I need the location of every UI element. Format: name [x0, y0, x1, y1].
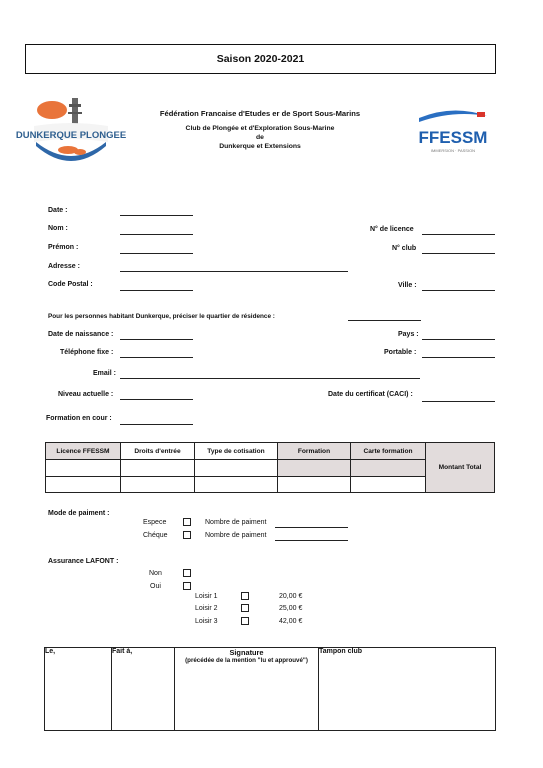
loisir-3-price: 42,00 €	[279, 618, 303, 625]
cotisation-table	[45, 442, 495, 493]
header-droits: Droits d'entrée	[121, 443, 195, 460]
nom-field[interactable]	[120, 234, 193, 235]
le-label: Le,	[45, 648, 56, 655]
season-title: Saison 2020-2021	[25, 44, 496, 74]
payment-title: Mode de paiment :	[48, 510, 110, 517]
quartier-field[interactable]	[348, 320, 421, 321]
prenom-label: Prémon :	[48, 244, 79, 251]
certificat-label: Date du certificat (CACI) :	[328, 391, 413, 398]
signature-mention: (précédée de la mention "lu et approuvé")	[185, 657, 308, 664]
loisir-3-label: Loisir 3	[195, 618, 218, 625]
pays-label: Pays :	[398, 331, 419, 338]
nom-label: Nom :	[48, 225, 68, 232]
header-carte: Carte formation	[351, 443, 426, 460]
club-number-label: N° club	[392, 245, 417, 252]
adresse-field[interactable]	[120, 271, 348, 272]
email-field[interactable]	[120, 378, 420, 379]
naissance-label: Date de naissance :	[48, 331, 114, 338]
assurance-title: Assurance LAFONT :	[48, 558, 119, 565]
date-field[interactable]	[120, 215, 193, 216]
formation-label: Formation en cour :	[46, 415, 112, 422]
niveau-field[interactable]	[120, 399, 193, 400]
ville-field[interactable]	[422, 290, 495, 291]
club-line-3: Dunkerque et Extensions	[219, 143, 301, 150]
cell-licence-2[interactable]	[46, 477, 121, 493]
espece-checkbox[interactable]	[183, 518, 191, 526]
loisir-1-label: Loisir 1	[195, 593, 218, 600]
telephone-label: Téléphone fixe :	[60, 349, 114, 356]
club-line-2: de	[256, 134, 264, 141]
loisir-1-price: 20,00 €	[279, 593, 303, 600]
ville-label: Ville :	[398, 282, 417, 289]
dunkerque-note: Pour les personnes habitant Dunkerque, préciser le quartier de résidence :	[48, 313, 275, 320]
nombre-field-1[interactable]	[275, 527, 348, 528]
oui-checkbox[interactable]	[183, 582, 191, 590]
logo-left-text: DUNKERQUE PLONGEE	[15, 130, 127, 141]
tampon-label: Tampon club	[319, 648, 363, 655]
signature-table	[44, 647, 496, 731]
non-label: Non	[149, 570, 162, 577]
header-formation: Formation	[278, 443, 351, 460]
federation-title: Fédération Francaise d'Etudes er de Sport Sous-Marins	[159, 109, 361, 118]
telephone-field[interactable]	[120, 357, 193, 358]
le-cell[interactable]	[45, 648, 112, 731]
adresse-label: Adresse :	[48, 263, 80, 270]
licence-label: N° de licence	[370, 226, 414, 233]
espece-label: Espece	[143, 519, 167, 526]
loisir-2-price: 25,00 €	[279, 605, 303, 612]
formation-field[interactable]	[120, 424, 193, 425]
fait-cell[interactable]	[112, 648, 175, 731]
code-postal-label: Code Postal :	[48, 281, 93, 288]
nombre-label-2: Nombre de paiment	[205, 532, 267, 539]
nombre-label-1: Nombre de paiment	[205, 519, 267, 526]
signature-label: Signature	[229, 648, 264, 657]
ffessm-logo	[415, 106, 491, 158]
naissance-field[interactable]	[120, 339, 193, 340]
club-line-1: Club de Plongée et d'Exploration Sous-Marine	[185, 125, 335, 132]
date-label: Date :	[48, 207, 68, 214]
cell-formation-1[interactable]	[278, 460, 351, 477]
cheque-checkbox[interactable]	[183, 531, 191, 539]
fait-label: Fait à,	[112, 648, 133, 655]
club-number-field[interactable]	[422, 253, 495, 254]
cell-carte-2[interactable]	[351, 477, 426, 493]
dunkerque-plongee-logo	[15, 96, 127, 168]
logo-right-sub: IMMERSION · PASSION	[430, 148, 476, 153]
cell-cotisation-1[interactable]	[195, 460, 278, 477]
cell-cotisation-2[interactable]	[195, 477, 278, 493]
header-cotisation: Type de cotisation	[195, 443, 278, 460]
cheque-label: Chéque	[143, 532, 168, 539]
loisir-2-checkbox[interactable]	[241, 604, 249, 612]
cell-licence-1[interactable]	[46, 460, 121, 477]
certificat-field[interactable]	[422, 401, 495, 402]
portable-field[interactable]	[422, 357, 495, 358]
loisir-2-label: Loisir 2	[195, 605, 218, 612]
loisir-1-checkbox[interactable]	[241, 592, 249, 600]
logo-right-text: FFESSM	[418, 128, 488, 147]
header-montant: Montant Total	[426, 443, 495, 493]
niveau-label: Niveau actuelle :	[58, 391, 114, 398]
cell-carte-1[interactable]	[351, 460, 426, 477]
cell-formation-2[interactable]	[278, 477, 351, 493]
cell-droits-1[interactable]	[121, 460, 195, 477]
signature-cell[interactable]	[175, 648, 319, 731]
pays-field[interactable]	[422, 339, 495, 340]
portable-label: Portable :	[384, 349, 417, 356]
licence-field[interactable]	[422, 234, 495, 235]
code-postal-field[interactable]	[120, 290, 193, 291]
oui-label: Oui	[150, 583, 161, 590]
loisir-3-checkbox[interactable]	[241, 617, 249, 625]
cell-droits-2[interactable]	[121, 477, 195, 493]
tampon-cell[interactable]	[319, 648, 496, 731]
header-licence: Licence FFESSM	[46, 443, 121, 460]
email-label: Email :	[93, 370, 116, 377]
prenom-field[interactable]	[120, 253, 193, 254]
nombre-field-2[interactable]	[275, 540, 348, 541]
non-checkbox[interactable]	[183, 569, 191, 577]
